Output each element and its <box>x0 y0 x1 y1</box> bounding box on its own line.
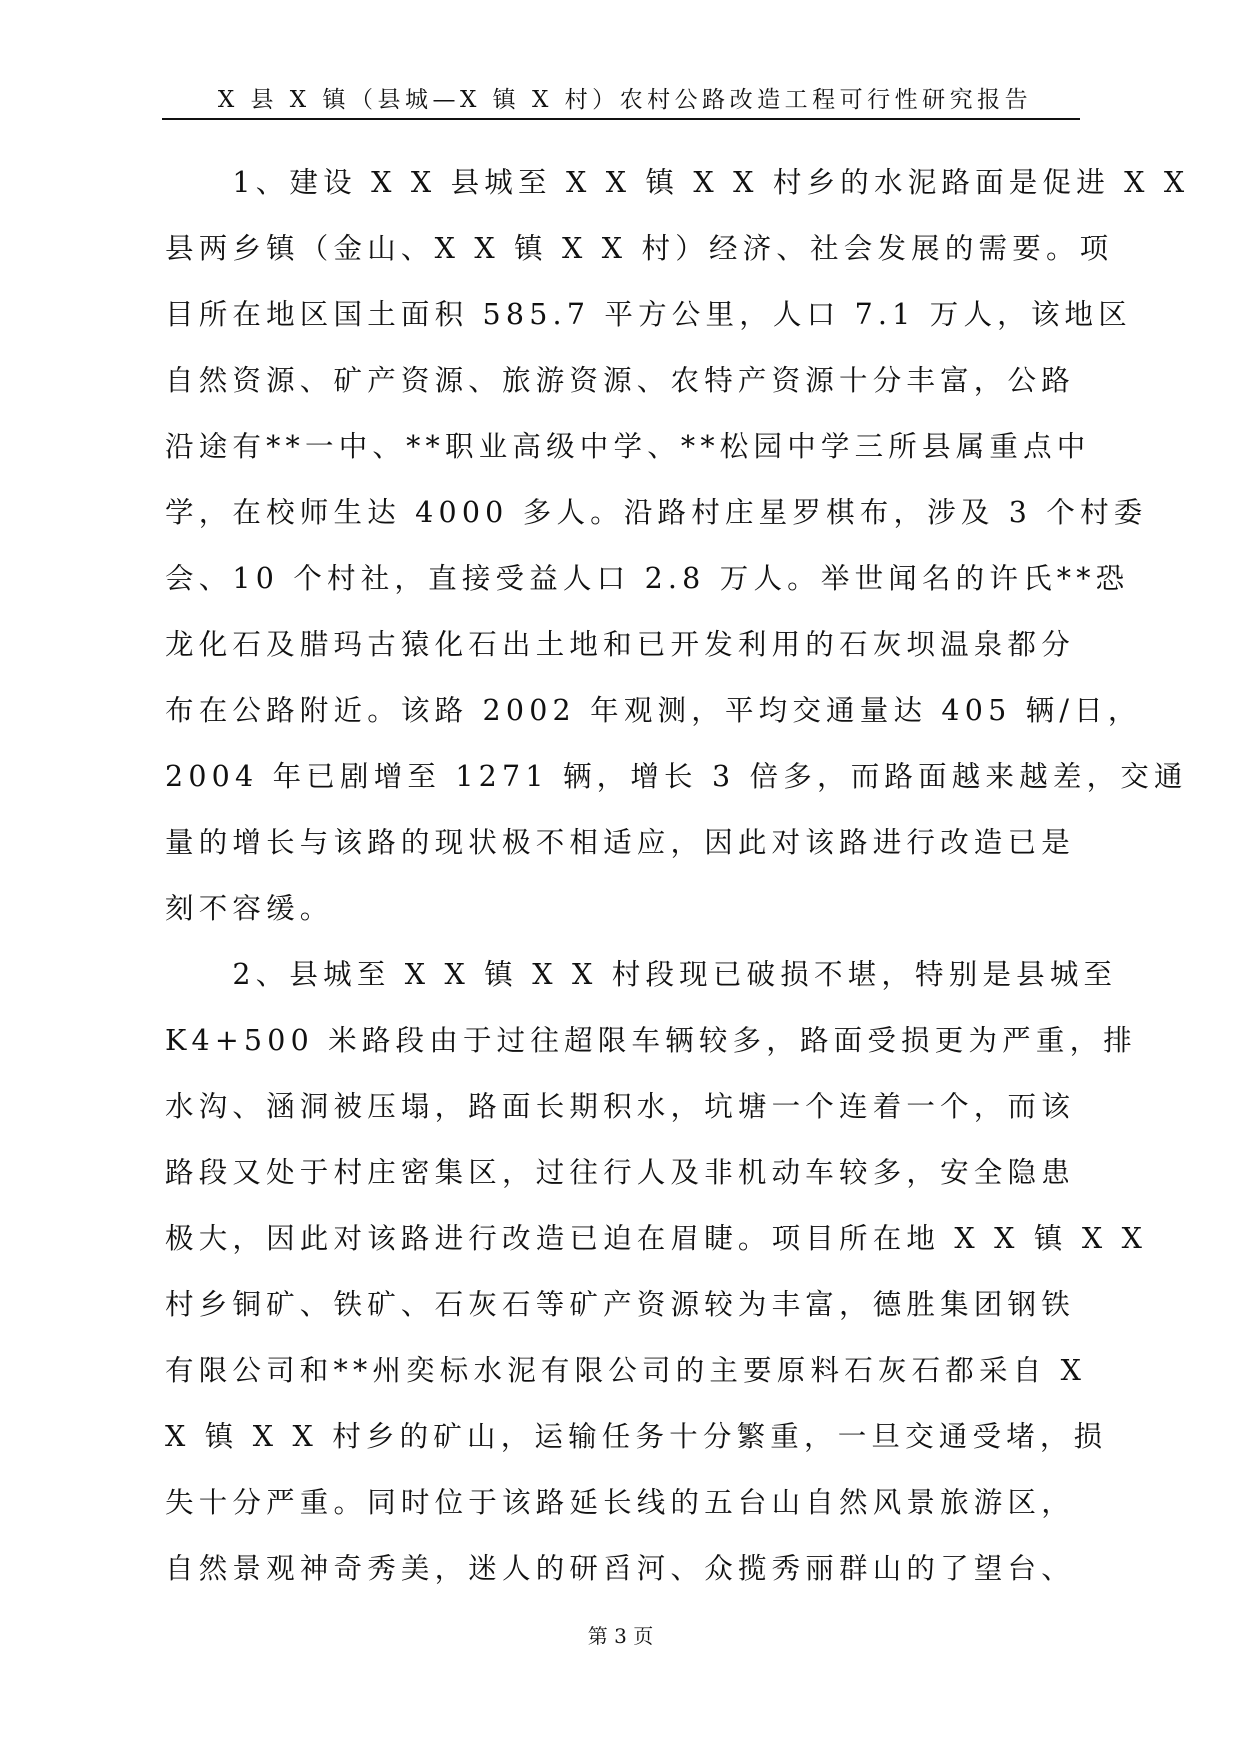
text-line: 自然景观神奇秀美，迷人的研舀河、众揽秀丽群山的了望台、 <box>165 1552 1075 1585</box>
text-line: 龙化石及腊玛古猿化石出土地和已开发利用的石灰坝温泉都分 <box>165 628 1075 661</box>
text-line: 村乡铜矿、铁矿、石灰石等矿产资源较为丰富，德胜集团钢铁 <box>165 1288 1075 1321</box>
text-line: 量的增长与该路的现状极不相适应，因此对该路进行改造已是 <box>165 826 1075 859</box>
text-line: 目所在地区国土面积 585.7 平方公里，人口 7.1 万人，该地区 <box>165 298 1132 331</box>
text-line: 2004 年已剧增至 1271 辆，增长 3 倍多，而路面越来越差，交通 <box>165 760 1188 793</box>
text-line: 会、10 个村社，直接受益人口 2.8 万人。举世闻名的许氏**恐 <box>165 562 1130 595</box>
text-line: 水沟、涵洞被压塌，路面长期积水，坑塘一个连着一个，而该 <box>165 1090 1075 1123</box>
text-line: 极大，因此对该路进行改造已迫在眉睫。项目所在地 X X 镇 X X <box>165 1222 1148 1255</box>
text-line: X 镇 X X 村乡的矿山，运输任务十分繁重，一旦交通受堵，损 <box>165 1420 1108 1453</box>
page-header-title: X 县 X 镇（县城—X 镇 X 村）农村公路改造工程可行性研究报告 <box>217 87 1033 113</box>
text-line: 2、县城至 X X 镇 X X 村段现已破损不堪，特别是县城至 <box>165 958 1118 991</box>
text-line: 学，在校师生达 4000 多人。沿路村庄星罗棋布，涉及 3 个村委 <box>165 496 1148 529</box>
text-line: 县两乡镇（金山、X X 镇 X X 村）经济、社会发展的需要。项 <box>165 232 1114 265</box>
text-line: 刻不容缓。 <box>165 892 334 925</box>
text-line: 自然资源、矿产资源、旅游资源、农特产资源十分丰富，公路 <box>165 364 1075 397</box>
text-line: 路段又处于村庄密集区，过往行人及非机动车较多，安全隐患 <box>165 1156 1075 1189</box>
text-line: 沿途有**一中、**职业高级中学、**松园中学三所县属重点中 <box>165 430 1091 463</box>
text-line: 失十分严重。同时位于该路延长线的五台山自然风景旅游区， <box>165 1486 1075 1519</box>
text-line: 布在公路附近。该路 2002 年观测，平均交通量达 405 辆/日， <box>165 694 1142 727</box>
text-line: 有限公司和**州奕标水泥有限公司的主要原料石灰石都采自 X <box>165 1354 1087 1387</box>
body-text <box>165 150 1190 1602</box>
text-line: 1、建设 X X 县城至 X X 镇 X X 村乡的水泥路面是促进 X X <box>165 166 1190 199</box>
text-line: K4+500 米路段由于过往超限车辆较多，路面受损更为严重，排 <box>165 1024 1137 1057</box>
page-number: 第 3 页 <box>587 1624 654 1648</box>
header-divider <box>162 118 1080 120</box>
